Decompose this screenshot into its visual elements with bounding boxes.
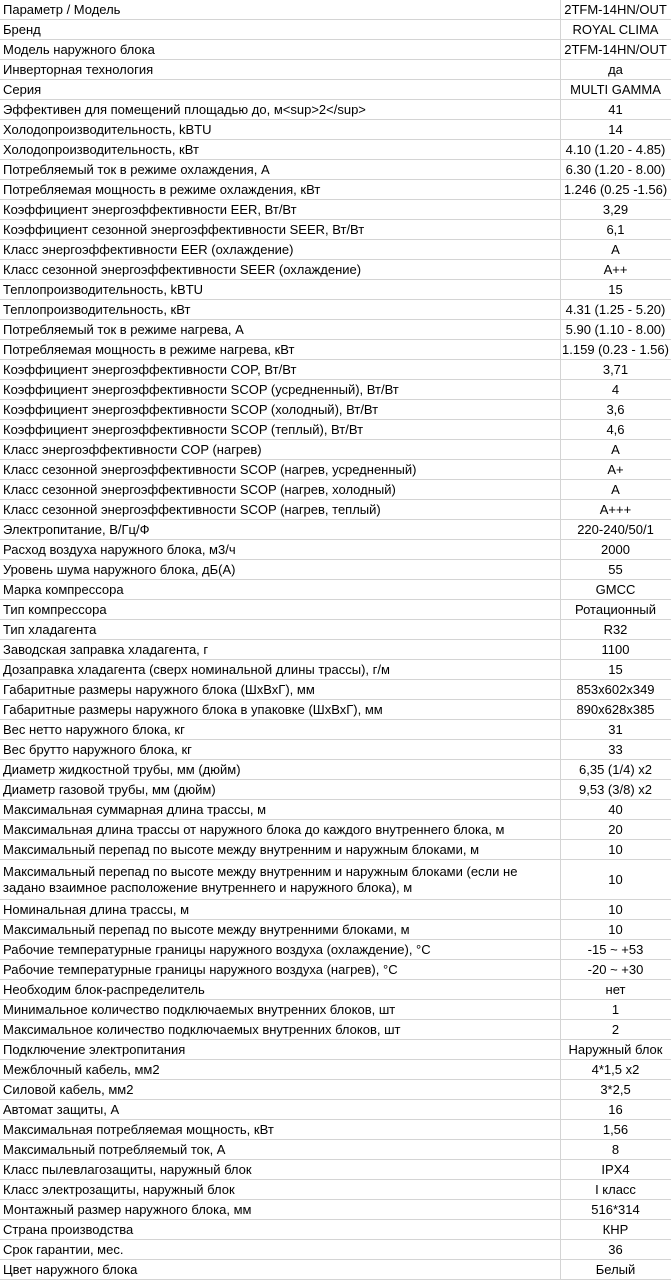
value-cell: Белый <box>560 1260 671 1280</box>
value-cell: 55 <box>560 560 671 580</box>
param-cell: Электропитание, В/Гц/Ф <box>0 520 560 540</box>
table-row <box>0 800 671 820</box>
param-cell: Заводская заправка хладагента, г <box>0 640 560 660</box>
param-cell: Максимальная потребляемая мощность, кВт <box>0 1120 560 1140</box>
value-cell: 4.10 (1.20 - 4.85) <box>560 140 671 160</box>
param-cell: Рабочие температурные границы наружного воздуха (охлаждение), °С <box>0 940 560 960</box>
table-row <box>0 640 671 660</box>
table-row <box>0 1160 671 1180</box>
param-cell: Эффективен для помещений площадью до, м<sup>2</sup> <box>0 100 560 120</box>
value-cell: Наружный блок <box>560 1040 671 1060</box>
table-row <box>0 1000 671 1020</box>
value-cell: 1.159 (0.23 - 1.56) <box>560 340 671 360</box>
table-row <box>0 460 671 480</box>
param-cell: Коэффициент энергоэффективности SCOP (теплый), Вт/Вт <box>0 420 560 440</box>
value-cell: 6,35 (1/4) x2 <box>560 760 671 780</box>
value-cell: A+ <box>560 460 671 480</box>
param-cell: Класс энергоэффективности EER (охлаждение) <box>0 240 560 260</box>
param-cell: Класс сезонной энергоэффективности SEER (охлаждение) <box>0 260 560 280</box>
value-cell: GMCC <box>560 580 671 600</box>
value-cell: A <box>560 480 671 500</box>
table-row <box>0 960 671 980</box>
value-cell: 10 <box>560 920 671 940</box>
table-row <box>0 440 671 460</box>
table-row <box>0 780 671 800</box>
table-row <box>0 180 671 200</box>
value-cell: A <box>560 240 671 260</box>
param-cell: Рабочие температурные границы наружного воздуха (нагрев), °С <box>0 960 560 980</box>
table-row <box>0 1240 671 1260</box>
value-cell: 4*1,5 x2 <box>560 1060 671 1080</box>
value-cell: 41 <box>560 100 671 120</box>
table-row <box>0 1140 671 1160</box>
value-cell: 15 <box>560 660 671 680</box>
value-cell: 14 <box>560 120 671 140</box>
value-cell: 2 <box>560 1020 671 1040</box>
table-row <box>0 1080 671 1100</box>
param-cell: Инверторная технология <box>0 60 560 80</box>
param-cell: Коэффициент энергоэффективности SCOP (усредненный), Вт/Вт <box>0 380 560 400</box>
param-cell: Класс электрозащиты, наружный блок <box>0 1180 560 1200</box>
value-cell: R32 <box>560 620 671 640</box>
value-cell: A++ <box>560 260 671 280</box>
table-row <box>0 260 671 280</box>
table-row <box>0 820 671 840</box>
param-cell: Холодопроизводительность, кВт <box>0 140 560 160</box>
value-cell: 4.31 (1.25 - 5.20) <box>560 300 671 320</box>
table-row <box>0 940 671 960</box>
value-cell: A+++ <box>560 500 671 520</box>
param-cell: Дозаправка хладагента (сверх номинальной длины трассы), г/м <box>0 660 560 680</box>
table-row <box>0 900 671 920</box>
table-row <box>0 720 671 740</box>
param-cell: Коэффициент сезонной энергоэффективности SEER, Вт/Вт <box>0 220 560 240</box>
value-cell: 220-240/50/1 <box>560 520 671 540</box>
param-cell: Холодопроизводительность, kBTU <box>0 120 560 140</box>
table-row <box>0 860 671 900</box>
value-cell: 3,71 <box>560 360 671 380</box>
table-row <box>0 280 671 300</box>
value-cell: 1100 <box>560 640 671 660</box>
param-cell: Теплопроизводительность, кВт <box>0 300 560 320</box>
value-cell: 3,29 <box>560 200 671 220</box>
table-row <box>0 160 671 180</box>
table-row <box>0 1040 671 1060</box>
table-row <box>0 480 671 500</box>
table-row <box>0 200 671 220</box>
param-cell: Вес нетто наружного блока, кг <box>0 720 560 740</box>
table-row <box>0 1200 671 1220</box>
table-row <box>0 1100 671 1120</box>
param-cell: Страна производства <box>0 1220 560 1240</box>
table-row <box>0 760 671 780</box>
value-cell: 16 <box>560 1100 671 1120</box>
param-cell: Коэффициент энергоэффективности SCOP (холодный), Вт/Вт <box>0 400 560 420</box>
param-cell: Потребляемый ток в режиме нагрева, А <box>0 320 560 340</box>
param-cell: Максимальная суммарная длина трассы, м <box>0 800 560 820</box>
param-cell: Класс сезонной энергоэффективности SCOP (нагрев, холодный) <box>0 480 560 500</box>
value-cell: 36 <box>560 1240 671 1260</box>
table-row <box>0 980 671 1000</box>
table-row <box>0 240 671 260</box>
param-cell: Марка компрессора <box>0 580 560 600</box>
param-cell: Серия <box>0 80 560 100</box>
table-row <box>0 320 671 340</box>
value-cell: нет <box>560 980 671 1000</box>
param-cell: Тип компрессора <box>0 600 560 620</box>
param-cell: Класс энергоэффективности COP (нагрев) <box>0 440 560 460</box>
table-row <box>0 420 671 440</box>
param-cell: Силовой кабель, мм2 <box>0 1080 560 1100</box>
param-cell: Диаметр жидкостной трубы, мм (дюйм) <box>0 760 560 780</box>
param-cell: Номинальная длина трассы, м <box>0 900 560 920</box>
param-cell: Цвет наружного блока <box>0 1260 560 1280</box>
value-cell: 2000 <box>560 540 671 560</box>
table-row <box>0 520 671 540</box>
value-cell: 1.246 (0.25 -1.56) <box>560 180 671 200</box>
value-cell: Ротационный <box>560 600 671 620</box>
param-cell: Срок гарантии, мес. <box>0 1240 560 1260</box>
table-row <box>0 1180 671 1200</box>
table-row <box>0 100 671 120</box>
table-row <box>0 600 671 620</box>
param-cell: Необходим блок-распределитель <box>0 980 560 1000</box>
param-cell: Габаритные размеры наружного блока в упаковке (ШхВхГ), мм <box>0 700 560 720</box>
param-cell: Теплопроизводительность, kBTU <box>0 280 560 300</box>
value-cell: ROYAL CLIMA <box>560 20 671 40</box>
value-cell: 33 <box>560 740 671 760</box>
table-row <box>0 60 671 80</box>
table-row <box>0 140 671 160</box>
value-cell: 10 <box>560 840 671 860</box>
value-cell: 3,6 <box>560 400 671 420</box>
param-cell: Максимальный перепад по высоте между внутренними блоками, м <box>0 920 560 940</box>
value-cell: 40 <box>560 800 671 820</box>
value-cell: I класс <box>560 1180 671 1200</box>
header-param-cell: Параметр / Модель <box>0 0 560 20</box>
param-cell: Максимальный перепад по высоте между внутренним и наружным блоками, м <box>0 840 560 860</box>
table-row <box>0 1220 671 1240</box>
value-cell: 853x602x349 <box>560 680 671 700</box>
param-cell: Максимальный потребляемый ток, А <box>0 1140 560 1160</box>
param-cell: Диаметр газовой трубы, мм (дюйм) <box>0 780 560 800</box>
value-cell: 8 <box>560 1140 671 1160</box>
value-cell: MULTI GAMMA <box>560 80 671 100</box>
value-cell: A <box>560 440 671 460</box>
value-cell: 31 <box>560 720 671 740</box>
param-cell: Потребляемый ток в режиме охлаждения, А <box>0 160 560 180</box>
value-cell: 20 <box>560 820 671 840</box>
value-cell: КНР <box>560 1220 671 1240</box>
value-cell: 516*314 <box>560 1200 671 1220</box>
param-cell: Максимальная длина трассы от наружного блока до каждого внутреннего блока, м <box>0 820 560 840</box>
param-cell: Вес брутто наружного блока, кг <box>0 740 560 760</box>
param-cell: Коэффициент энергоэффективности EER, Вт/Вт <box>0 200 560 220</box>
table-row <box>0 380 671 400</box>
table-row <box>0 1120 671 1140</box>
table-row <box>0 1260 671 1280</box>
value-cell: 1,56 <box>560 1120 671 1140</box>
table-row <box>0 300 671 320</box>
value-cell: -15 ~ +53 <box>560 940 671 960</box>
param-cell: Класс сезонной энергоэффективности SCOP (нагрев, усредненный) <box>0 460 560 480</box>
table-row <box>0 120 671 140</box>
table-row <box>0 400 671 420</box>
param-cell: Максимальный перепад по высоте между внутренним и наружным блоками (если не задано взаимное расположение внутреннего и наружного блока), м <box>0 860 560 900</box>
value-cell: 4,6 <box>560 420 671 440</box>
value-cell: 10 <box>560 860 671 900</box>
param-cell: Габаритные размеры наружного блока (ШхВхГ), мм <box>0 680 560 700</box>
param-cell: Автомат защиты, А <box>0 1100 560 1120</box>
param-cell: Коэффициент энергоэффективности COP, Вт/Вт <box>0 360 560 380</box>
value-cell: 2TFM-14HN/OUT <box>560 40 671 60</box>
value-cell: 4 <box>560 380 671 400</box>
table-row <box>0 660 671 680</box>
param-cell: Межблочный кабель, мм2 <box>0 1060 560 1080</box>
value-cell: 15 <box>560 280 671 300</box>
param-cell: Бренд <box>0 20 560 40</box>
table-row <box>0 620 671 640</box>
value-cell: 6,1 <box>560 220 671 240</box>
table-row <box>0 1060 671 1080</box>
value-cell: 5.90 (1.10 - 8.00) <box>560 320 671 340</box>
param-cell: Расход воздуха наружного блока, м3/ч <box>0 540 560 560</box>
table-row <box>0 700 671 720</box>
value-cell: 3*2,5 <box>560 1080 671 1100</box>
table-row <box>0 680 671 700</box>
param-cell: Потребляемая мощность в режиме нагрева, кВт <box>0 340 560 360</box>
table-row <box>0 40 671 60</box>
value-cell: 9,53 (3/8) x2 <box>560 780 671 800</box>
value-cell: 10 <box>560 900 671 920</box>
table-row <box>0 1020 671 1040</box>
table-row <box>0 540 671 560</box>
table-row <box>0 500 671 520</box>
table-row <box>0 840 671 860</box>
table-row <box>0 20 671 40</box>
table-row <box>0 220 671 240</box>
param-cell: Потребляемая мощность в режиме охлаждения, кВт <box>0 180 560 200</box>
value-cell: да <box>560 60 671 80</box>
table-row <box>0 340 671 360</box>
table-row <box>0 740 671 760</box>
param-cell: Подключение электропитания <box>0 1040 560 1060</box>
table-row <box>0 80 671 100</box>
param-cell: Монтажный размер наружного блока, мм <box>0 1200 560 1220</box>
value-cell: 1 <box>560 1000 671 1020</box>
param-cell: Минимальное количество подключаемых внутренних блоков, шт <box>0 1000 560 1020</box>
param-cell: Тип хладагента <box>0 620 560 640</box>
value-cell: 6.30 (1.20 - 8.00) <box>560 160 671 180</box>
param-cell: Максимальное количество подключаемых внутренних блоков, шт <box>0 1020 560 1040</box>
param-cell: Класс пылевлагозащиты, наружный блок <box>0 1160 560 1180</box>
table-header-row <box>0 0 671 20</box>
param-cell: Уровень шума наружного блока, дБ(А) <box>0 560 560 580</box>
param-cell: Класс сезонной энергоэффективности SCOP (нагрев, теплый) <box>0 500 560 520</box>
value-cell: -20 ~ +30 <box>560 960 671 980</box>
table-row <box>0 580 671 600</box>
table-row <box>0 560 671 580</box>
value-cell: 890x628x385 <box>560 700 671 720</box>
value-cell: IPX4 <box>560 1160 671 1180</box>
param-cell: Модель наружного блока <box>0 40 560 60</box>
header-model-cell: 2TFM-14HN/OUT <box>560 0 671 20</box>
table-row <box>0 920 671 940</box>
table-row <box>0 360 671 380</box>
